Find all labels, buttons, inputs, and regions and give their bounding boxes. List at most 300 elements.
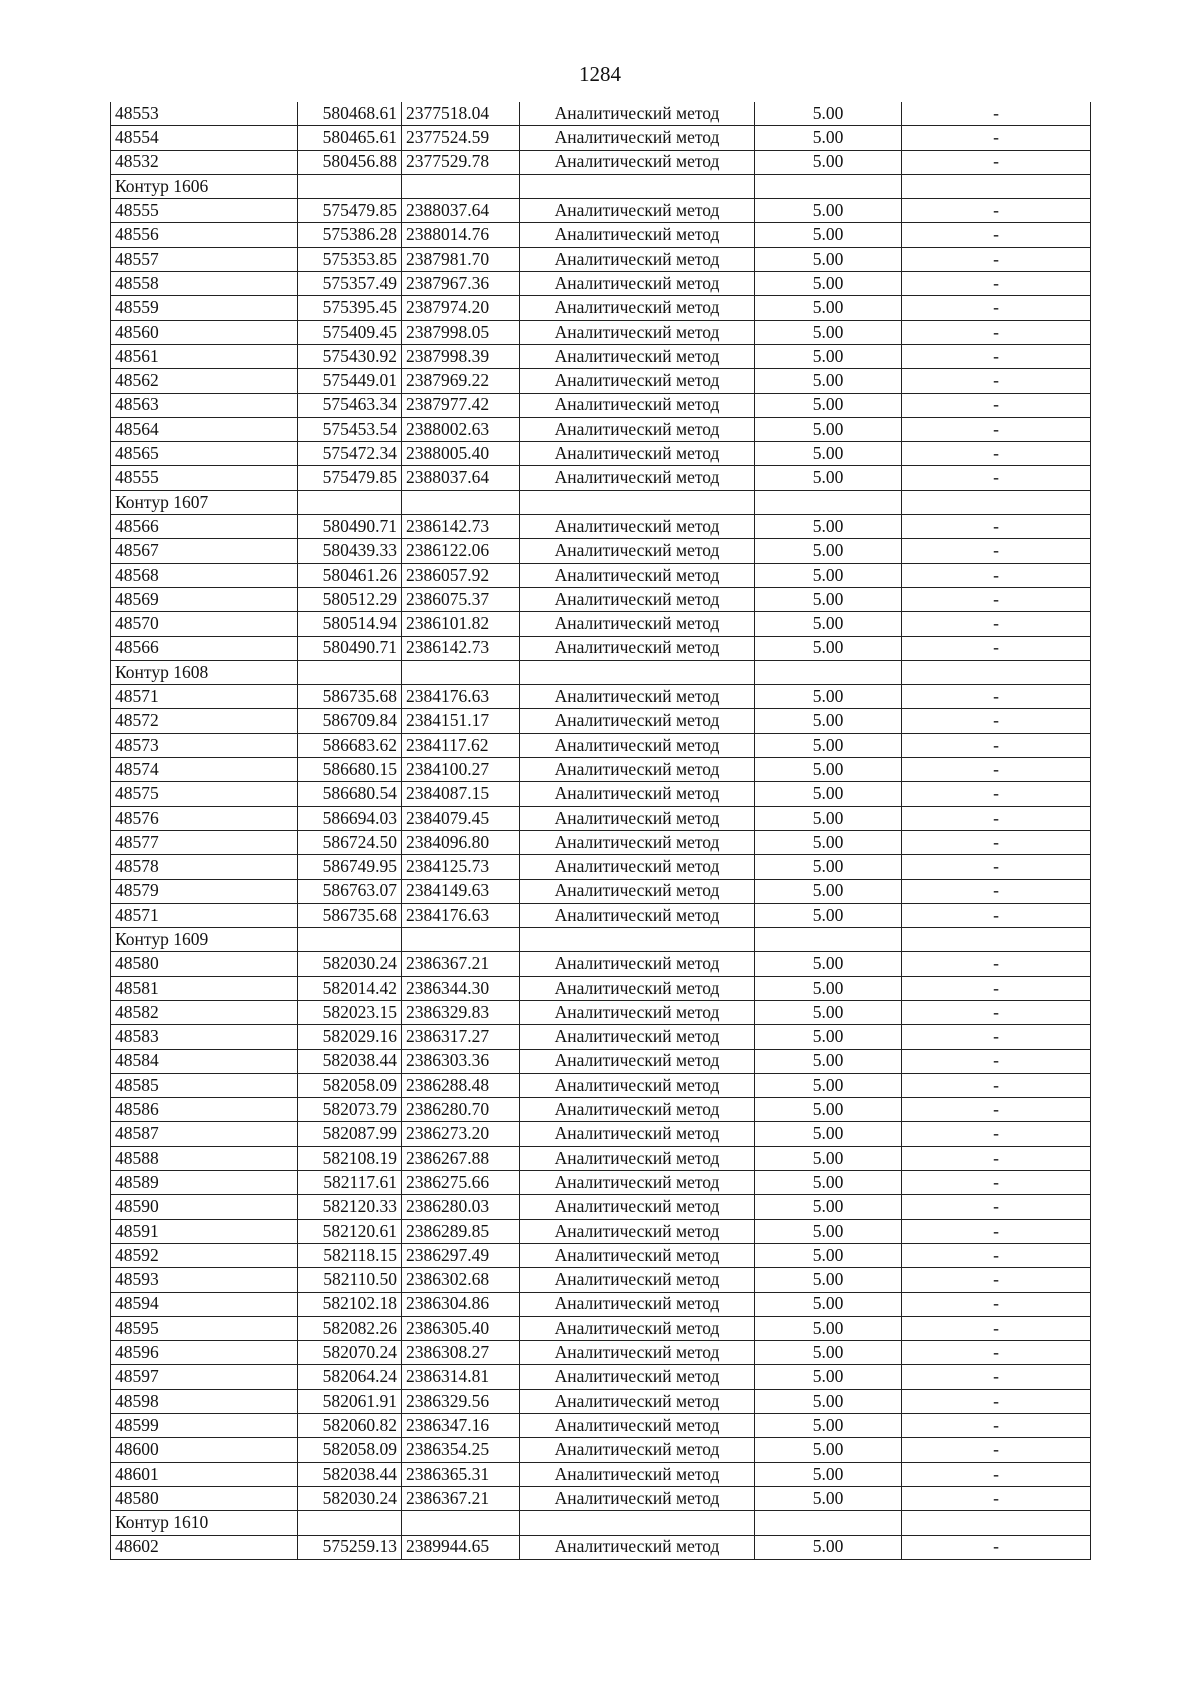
description-cell: -: [902, 442, 1091, 466]
point-id-cell: 48567: [111, 539, 298, 563]
point-id-cell: 48578: [111, 855, 298, 879]
description-cell: -: [902, 1438, 1091, 1462]
point-id-cell: 48564: [111, 417, 298, 441]
point-id-cell: 48601: [111, 1462, 298, 1486]
point-id-cell: 48585: [111, 1073, 298, 1097]
accuracy-cell: 5.00: [755, 612, 902, 636]
y-coordinate-cell: 2386288.48: [402, 1073, 520, 1097]
method-cell: Аналитический метод: [520, 102, 755, 126]
empty-cell: [402, 660, 520, 684]
table-row: [111, 1438, 1091, 1462]
empty-cell: [298, 928, 402, 952]
description-cell: -: [902, 758, 1091, 782]
y-coordinate-cell: 2384100.27: [402, 758, 520, 782]
accuracy-cell: 5.00: [755, 587, 902, 611]
table-row: [111, 709, 1091, 733]
method-cell: Аналитический метод: [520, 855, 755, 879]
description-cell: -: [902, 369, 1091, 393]
method-cell: Аналитический метод: [520, 733, 755, 757]
y-coordinate-cell: 2386122.06: [402, 539, 520, 563]
table-row: [111, 563, 1091, 587]
y-coordinate-cell: 2377529.78: [402, 150, 520, 174]
accuracy-cell: 5.00: [755, 1025, 902, 1049]
empty-cell: [520, 174, 755, 198]
description-cell: -: [902, 1171, 1091, 1195]
description-cell: -: [902, 1146, 1091, 1170]
method-cell: Аналитический метод: [520, 709, 755, 733]
method-cell: Аналитический метод: [520, 247, 755, 271]
method-cell: Аналитический метод: [520, 1146, 755, 1170]
x-coordinate-cell: 586735.68: [298, 685, 402, 709]
empty-cell: [755, 1511, 902, 1535]
y-coordinate-cell: 2386344.30: [402, 976, 520, 1000]
point-id-cell: 48600: [111, 1438, 298, 1462]
table-row: [111, 1073, 1091, 1097]
contour-header-row: [111, 1511, 1091, 1535]
table-row: [111, 1195, 1091, 1219]
empty-cell: [902, 928, 1091, 952]
x-coordinate-cell: 586680.54: [298, 782, 402, 806]
point-id-cell: 48573: [111, 733, 298, 757]
x-coordinate-cell: 582118.15: [298, 1243, 402, 1267]
accuracy-cell: 5.00: [755, 1049, 902, 1073]
point-id-cell: 48593: [111, 1268, 298, 1292]
page-number: 1284: [579, 62, 621, 86]
point-id-cell: 48566: [111, 515, 298, 539]
x-coordinate-cell: 582117.61: [298, 1171, 402, 1195]
accuracy-cell: 5.00: [755, 1438, 902, 1462]
description-cell: -: [902, 199, 1091, 223]
x-coordinate-cell: 586683.62: [298, 733, 402, 757]
description-cell: -: [902, 515, 1091, 539]
description-cell: -: [902, 830, 1091, 854]
point-id-cell: 48576: [111, 806, 298, 830]
accuracy-cell: 5.00: [755, 1292, 902, 1316]
accuracy-cell: 5.00: [755, 1365, 902, 1389]
description-cell: -: [902, 879, 1091, 903]
accuracy-cell: 5.00: [755, 685, 902, 709]
y-coordinate-cell: 2377518.04: [402, 102, 520, 126]
method-cell: Аналитический метод: [520, 1316, 755, 1340]
method-cell: Аналитический метод: [520, 1098, 755, 1122]
y-coordinate-cell: 2388002.63: [402, 417, 520, 441]
accuracy-cell: 5.00: [755, 515, 902, 539]
x-coordinate-cell: 575430.92: [298, 344, 402, 368]
point-id-cell: 48602: [111, 1535, 298, 1559]
point-id-cell: 48555: [111, 466, 298, 490]
empty-cell: [298, 660, 402, 684]
table-row: [111, 1000, 1091, 1024]
point-id-cell: 48532: [111, 150, 298, 174]
method-cell: Аналитический метод: [520, 685, 755, 709]
method-cell: Аналитический метод: [520, 806, 755, 830]
x-coordinate-cell: 575453.54: [298, 417, 402, 441]
y-coordinate-cell: 2388037.64: [402, 199, 520, 223]
accuracy-cell: 5.00: [755, 830, 902, 854]
method-cell: Аналитический метод: [520, 830, 755, 854]
accuracy-cell: 5.00: [755, 782, 902, 806]
table-row: [111, 247, 1091, 271]
y-coordinate-cell: 2387967.36: [402, 272, 520, 296]
x-coordinate-cell: 582030.24: [298, 952, 402, 976]
table-row: [111, 272, 1091, 296]
accuracy-cell: 5.00: [755, 247, 902, 271]
table-row: [111, 1049, 1091, 1073]
method-cell: Аналитический метод: [520, 1195, 755, 1219]
method-cell: Аналитический метод: [520, 587, 755, 611]
point-id-cell: 48572: [111, 709, 298, 733]
point-id-cell: 48596: [111, 1341, 298, 1365]
point-id-cell: 48595: [111, 1316, 298, 1340]
point-id-cell: 48588: [111, 1146, 298, 1170]
y-coordinate-cell: 2384087.15: [402, 782, 520, 806]
contour-label: Контур 1609: [111, 928, 298, 952]
table-row: [111, 612, 1091, 636]
accuracy-cell: 5.00: [755, 1146, 902, 1170]
description-cell: -: [902, 1341, 1091, 1365]
y-coordinate-cell: 2386280.70: [402, 1098, 520, 1122]
method-cell: Аналитический метод: [520, 1219, 755, 1243]
description-cell: -: [902, 539, 1091, 563]
table-row: [111, 1389, 1091, 1413]
accuracy-cell: 5.00: [755, 223, 902, 247]
description-cell: -: [902, 126, 1091, 150]
y-coordinate-cell: 2387998.05: [402, 320, 520, 344]
description-cell: -: [902, 952, 1091, 976]
description-cell: -: [902, 1122, 1091, 1146]
empty-cell: [902, 660, 1091, 684]
accuracy-cell: 5.00: [755, 855, 902, 879]
y-coordinate-cell: 2386317.27: [402, 1025, 520, 1049]
accuracy-cell: 5.00: [755, 1341, 902, 1365]
x-coordinate-cell: 582060.82: [298, 1414, 402, 1438]
method-cell: Аналитический метод: [520, 296, 755, 320]
method-cell: Аналитический метод: [520, 539, 755, 563]
point-id-cell: 48580: [111, 952, 298, 976]
x-coordinate-cell: 582058.09: [298, 1073, 402, 1097]
y-coordinate-cell: 2386142.73: [402, 515, 520, 539]
accuracy-cell: 5.00: [755, 1219, 902, 1243]
y-coordinate-cell: 2388037.64: [402, 466, 520, 490]
y-coordinate-cell: 2384149.63: [402, 879, 520, 903]
x-coordinate-cell: 575353.85: [298, 247, 402, 271]
description-cell: -: [902, 1292, 1091, 1316]
y-coordinate-cell: 2384151.17: [402, 709, 520, 733]
x-coordinate-cell: 586735.68: [298, 903, 402, 927]
accuracy-cell: 5.00: [755, 369, 902, 393]
description-cell: -: [902, 1268, 1091, 1292]
point-id-cell: 48555: [111, 199, 298, 223]
method-cell: Аналитический метод: [520, 1073, 755, 1097]
point-id-cell: 48571: [111, 685, 298, 709]
x-coordinate-cell: 580514.94: [298, 612, 402, 636]
y-coordinate-cell: 2386367.21: [402, 1486, 520, 1510]
table-row: [111, 1025, 1091, 1049]
y-coordinate-cell: 2389944.65: [402, 1535, 520, 1559]
description-cell: -: [902, 223, 1091, 247]
x-coordinate-cell: 586749.95: [298, 855, 402, 879]
y-coordinate-cell: 2386305.40: [402, 1316, 520, 1340]
empty-cell: [520, 490, 755, 514]
accuracy-cell: 5.00: [755, 1073, 902, 1097]
table-row: [111, 344, 1091, 368]
point-id-cell: 48591: [111, 1219, 298, 1243]
method-cell: Аналитический метод: [520, 952, 755, 976]
point-id-cell: 48597: [111, 1365, 298, 1389]
y-coordinate-cell: 2386075.37: [402, 587, 520, 611]
x-coordinate-cell: 582120.33: [298, 1195, 402, 1219]
description-cell: -: [902, 1049, 1091, 1073]
accuracy-cell: 5.00: [755, 272, 902, 296]
accuracy-cell: 5.00: [755, 1535, 902, 1559]
accuracy-cell: 5.00: [755, 1122, 902, 1146]
table-row: [111, 1316, 1091, 1340]
x-coordinate-cell: 575395.45: [298, 296, 402, 320]
accuracy-cell: 5.00: [755, 1414, 902, 1438]
y-coordinate-cell: 2384125.73: [402, 855, 520, 879]
point-id-cell: 48570: [111, 612, 298, 636]
method-cell: Аналитический метод: [520, 1365, 755, 1389]
method-cell: Аналитический метод: [520, 344, 755, 368]
description-cell: -: [902, 1316, 1091, 1340]
x-coordinate-cell: 586724.50: [298, 830, 402, 854]
description-cell: -: [902, 1414, 1091, 1438]
method-cell: Аналитический метод: [520, 1341, 755, 1365]
empty-cell: [755, 174, 902, 198]
empty-cell: [520, 660, 755, 684]
description-cell: -: [902, 1462, 1091, 1486]
y-coordinate-cell: 2384079.45: [402, 806, 520, 830]
description-cell: -: [902, 1098, 1091, 1122]
contour-header-row: [111, 490, 1091, 514]
method-cell: Аналитический метод: [520, 782, 755, 806]
method-cell: Аналитический метод: [520, 320, 755, 344]
point-id-cell: 48587: [111, 1122, 298, 1146]
point-id-cell: 48568: [111, 563, 298, 587]
empty-cell: [755, 660, 902, 684]
empty-cell: [520, 928, 755, 952]
y-coordinate-cell: 2386365.31: [402, 1462, 520, 1486]
method-cell: Аналитический метод: [520, 272, 755, 296]
y-coordinate-cell: 2386329.83: [402, 1000, 520, 1024]
x-coordinate-cell: 575357.49: [298, 272, 402, 296]
table-row: [111, 223, 1091, 247]
accuracy-cell: 5.00: [755, 1195, 902, 1219]
point-id-cell: 48575: [111, 782, 298, 806]
x-coordinate-cell: 582110.50: [298, 1268, 402, 1292]
description-cell: -: [902, 806, 1091, 830]
y-coordinate-cell: 2387998.39: [402, 344, 520, 368]
description-cell: -: [902, 272, 1091, 296]
table-row: [111, 1365, 1091, 1389]
empty-cell: [755, 490, 902, 514]
description-cell: -: [902, 563, 1091, 587]
empty-cell: [298, 1511, 402, 1535]
table-row: [111, 1243, 1091, 1267]
accuracy-cell: 5.00: [755, 1486, 902, 1510]
accuracy-cell: 5.00: [755, 1098, 902, 1122]
y-coordinate-cell: 2386057.92: [402, 563, 520, 587]
empty-cell: [755, 928, 902, 952]
table-row: [111, 1122, 1091, 1146]
method-cell: Аналитический метод: [520, 612, 755, 636]
method-cell: Аналитический метод: [520, 150, 755, 174]
accuracy-cell: 5.00: [755, 1243, 902, 1267]
coordinates-table: [110, 102, 1091, 1560]
description-cell: -: [902, 1486, 1091, 1510]
point-id-cell: 48580: [111, 1486, 298, 1510]
y-coordinate-cell: 2386314.81: [402, 1365, 520, 1389]
method-cell: Аналитический метод: [520, 563, 755, 587]
x-coordinate-cell: 575479.85: [298, 466, 402, 490]
accuracy-cell: 5.00: [755, 199, 902, 223]
accuracy-cell: 5.00: [755, 539, 902, 563]
x-coordinate-cell: 582029.16: [298, 1025, 402, 1049]
point-id-cell: 48571: [111, 903, 298, 927]
contour-label: Контур 1610: [111, 1511, 298, 1535]
table-row: [111, 369, 1091, 393]
description-cell: -: [902, 1073, 1091, 1097]
table-row: [111, 636, 1091, 660]
contour-label: Контур 1607: [111, 490, 298, 514]
accuracy-cell: 5.00: [755, 442, 902, 466]
accuracy-cell: 5.00: [755, 709, 902, 733]
method-cell: Аналитический метод: [520, 758, 755, 782]
accuracy-cell: 5.00: [755, 150, 902, 174]
y-coordinate-cell: 2387974.20: [402, 296, 520, 320]
x-coordinate-cell: 580468.61: [298, 102, 402, 126]
y-coordinate-cell: 2386267.88: [402, 1146, 520, 1170]
accuracy-cell: 5.00: [755, 1316, 902, 1340]
accuracy-cell: 5.00: [755, 806, 902, 830]
table-row: [111, 758, 1091, 782]
description-cell: -: [902, 1219, 1091, 1243]
accuracy-cell: 5.00: [755, 417, 902, 441]
method-cell: Аналитический метод: [520, 466, 755, 490]
method-cell: Аналитический метод: [520, 1243, 755, 1267]
description-cell: -: [902, 417, 1091, 441]
point-id-cell: 48562: [111, 369, 298, 393]
description-cell: -: [902, 1195, 1091, 1219]
description-cell: -: [902, 1389, 1091, 1413]
empty-cell: [298, 490, 402, 514]
x-coordinate-cell: 586694.03: [298, 806, 402, 830]
table-row: [111, 903, 1091, 927]
x-coordinate-cell: 575463.34: [298, 393, 402, 417]
description-cell: -: [902, 976, 1091, 1000]
method-cell: Аналитический метод: [520, 1389, 755, 1413]
accuracy-cell: 5.00: [755, 879, 902, 903]
method-cell: Аналитический метод: [520, 223, 755, 247]
x-coordinate-cell: 580490.71: [298, 636, 402, 660]
y-coordinate-cell: 2387981.70: [402, 247, 520, 271]
table-row: [111, 879, 1091, 903]
method-cell: Аналитический метод: [520, 1000, 755, 1024]
description-cell: -: [902, 1243, 1091, 1267]
description-cell: -: [902, 587, 1091, 611]
table-row: [111, 150, 1091, 174]
description-cell: -: [902, 782, 1091, 806]
y-coordinate-cell: 2386289.85: [402, 1219, 520, 1243]
description-cell: -: [902, 320, 1091, 344]
x-coordinate-cell: 582108.19: [298, 1146, 402, 1170]
y-coordinate-cell: 2384176.63: [402, 903, 520, 927]
y-coordinate-cell: 2377524.59: [402, 126, 520, 150]
point-id-cell: 48554: [111, 126, 298, 150]
method-cell: Аналитический метод: [520, 1438, 755, 1462]
description-cell: -: [902, 855, 1091, 879]
point-id-cell: 48582: [111, 1000, 298, 1024]
accuracy-cell: 5.00: [755, 393, 902, 417]
method-cell: Аналитический метод: [520, 369, 755, 393]
empty-cell: [902, 174, 1091, 198]
x-coordinate-cell: 580490.71: [298, 515, 402, 539]
x-coordinate-cell: 586680.15: [298, 758, 402, 782]
method-cell: Аналитический метод: [520, 879, 755, 903]
method-cell: Аналитический метод: [520, 199, 755, 223]
table-row: [111, 855, 1091, 879]
description-cell: -: [902, 393, 1091, 417]
x-coordinate-cell: 582058.09: [298, 1438, 402, 1462]
accuracy-cell: 5.00: [755, 1171, 902, 1195]
x-coordinate-cell: 582030.24: [298, 1486, 402, 1510]
method-cell: Аналитический метод: [520, 126, 755, 150]
table-row: [111, 539, 1091, 563]
x-coordinate-cell: 580465.61: [298, 126, 402, 150]
method-cell: Аналитический метод: [520, 1486, 755, 1510]
y-coordinate-cell: 2387977.42: [402, 393, 520, 417]
accuracy-cell: 5.00: [755, 466, 902, 490]
description-cell: -: [902, 636, 1091, 660]
contour-header-row: [111, 928, 1091, 952]
table-row: [111, 1414, 1091, 1438]
empty-cell: [402, 490, 520, 514]
description-cell: -: [902, 903, 1091, 927]
description-cell: -: [902, 247, 1091, 271]
empty-cell: [402, 1511, 520, 1535]
y-coordinate-cell: 2386308.27: [402, 1341, 520, 1365]
accuracy-cell: 5.00: [755, 758, 902, 782]
method-cell: Аналитический метод: [520, 1025, 755, 1049]
x-coordinate-cell: 580512.29: [298, 587, 402, 611]
y-coordinate-cell: 2386273.20: [402, 1122, 520, 1146]
point-id-cell: 48586: [111, 1098, 298, 1122]
x-coordinate-cell: 575409.45: [298, 320, 402, 344]
point-id-cell: 48579: [111, 879, 298, 903]
description-cell: -: [902, 1025, 1091, 1049]
y-coordinate-cell: 2386142.73: [402, 636, 520, 660]
y-coordinate-cell: 2386275.66: [402, 1171, 520, 1195]
table-row: [111, 199, 1091, 223]
y-coordinate-cell: 2386297.49: [402, 1243, 520, 1267]
table-row: [111, 1146, 1091, 1170]
method-cell: Аналитический метод: [520, 1414, 755, 1438]
x-coordinate-cell: 575386.28: [298, 223, 402, 247]
contour-header-row: [111, 174, 1091, 198]
accuracy-cell: 5.00: [755, 126, 902, 150]
table-row: [111, 417, 1091, 441]
contour-header-row: [111, 660, 1091, 684]
x-coordinate-cell: 582014.42: [298, 976, 402, 1000]
empty-cell: [298, 174, 402, 198]
empty-cell: [402, 174, 520, 198]
description-cell: -: [902, 344, 1091, 368]
table-row: [111, 1535, 1091, 1559]
accuracy-cell: 5.00: [755, 1462, 902, 1486]
x-coordinate-cell: 582064.24: [298, 1365, 402, 1389]
x-coordinate-cell: 582061.91: [298, 1389, 402, 1413]
table-row: [111, 782, 1091, 806]
